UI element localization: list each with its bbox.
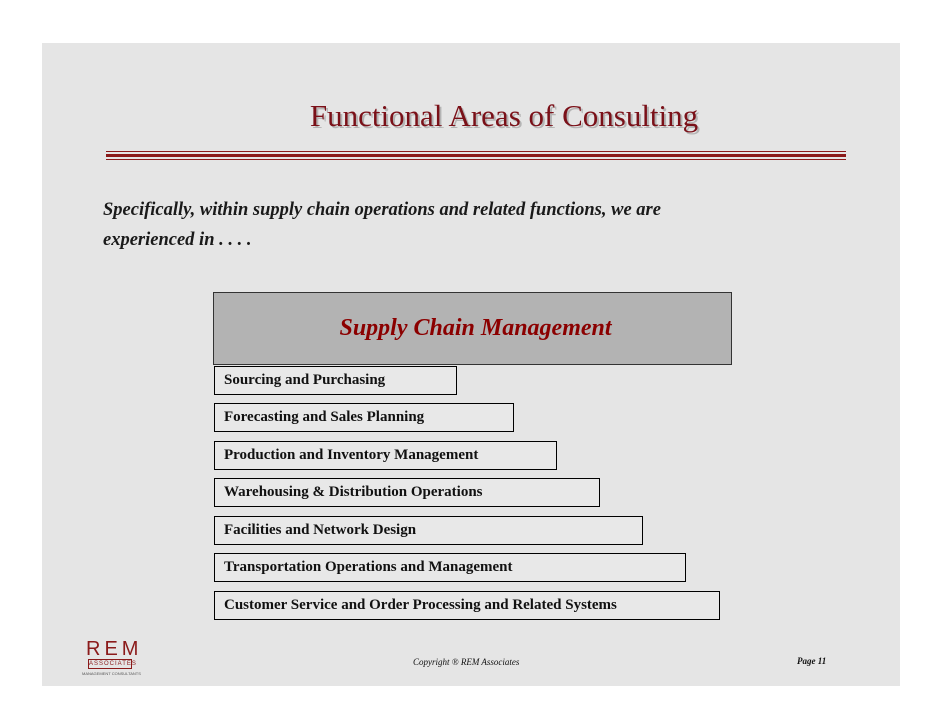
- item-transportation: Transportation Operations and Management: [214, 553, 686, 582]
- item-forecasting: Forecasting and Sales Planning: [214, 403, 514, 432]
- item-customer-service: Customer Service and Order Processing and Related Systems: [214, 591, 720, 620]
- rem-logo: [82, 638, 142, 678]
- intro-line-2: experienced in . . . .: [103, 230, 252, 250]
- copyright-text: Copyright ® REM Associates: [413, 657, 520, 667]
- supply-chain-header-label: Supply Chain Management: [339, 315, 612, 341]
- page-number: Page 11: [797, 656, 827, 666]
- item-sourcing: Sourcing and Purchasing: [214, 366, 457, 395]
- slide-title: Functional Areas of Consulting: [309, 98, 699, 133]
- item-warehousing: Warehousing & Distribution Operations: [214, 478, 600, 507]
- title-underline: [106, 151, 846, 161]
- item-production: Production and Inventory Management: [214, 441, 557, 470]
- logo-letters: REM: [86, 638, 143, 660]
- supply-chain-header-box: [213, 292, 732, 365]
- logo-associates: ASSOCIATES: [89, 661, 137, 667]
- logo-subtext: MANAGEMENT CONSULTANTS: [82, 671, 141, 676]
- item-facilities: Facilities and Network Design: [214, 516, 643, 545]
- intro-line-1: Specifically, within supply chain operations and related functions, we are: [103, 200, 661, 220]
- intro-text: [103, 195, 863, 255]
